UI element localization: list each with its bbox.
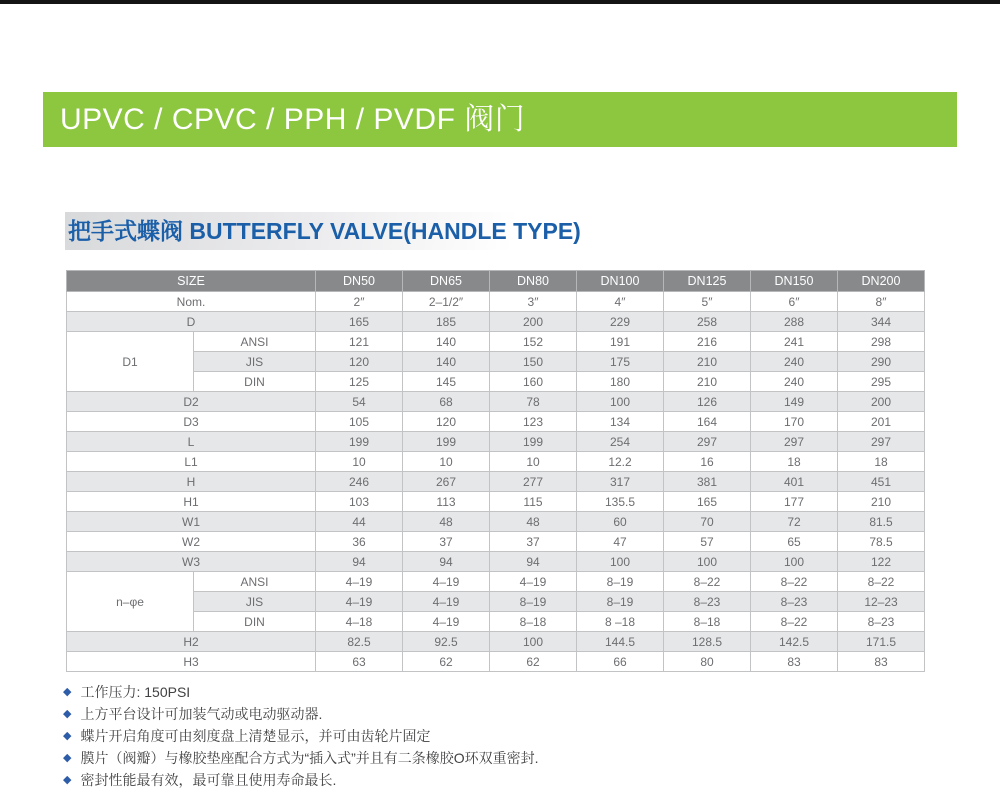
value-cell: 113 — [403, 492, 490, 512]
value-cell: 144.5 — [577, 632, 664, 652]
value-cell: 4–19 — [403, 572, 490, 592]
value-cell: 200 — [490, 312, 577, 332]
value-cell: 171.5 — [838, 632, 925, 652]
note-text: 工作压力: 150PSI — [80, 684, 191, 700]
value-cell: 68 — [403, 392, 490, 412]
value-cell: 103 — [316, 492, 403, 512]
value-cell: 4–19 — [316, 572, 403, 592]
value-cell: 135.5 — [577, 492, 664, 512]
dn-header-cell: DN80 — [490, 271, 577, 292]
dn-header-cell: DN50 — [316, 271, 403, 292]
value-cell: 126 — [664, 392, 751, 412]
table-row — [67, 392, 925, 412]
value-cell: 83 — [838, 652, 925, 672]
table-row — [67, 532, 925, 552]
value-cell: 78 — [490, 392, 577, 412]
table-row — [67, 632, 925, 652]
value-cell: 36 — [316, 532, 403, 552]
value-cell: 254 — [577, 432, 664, 452]
value-cell: 288 — [751, 312, 838, 332]
value-cell: 62 — [490, 652, 577, 672]
value-cell: 54 — [316, 392, 403, 412]
value-cell: 267 — [403, 472, 490, 492]
value-cell: 8–23 — [664, 592, 751, 612]
value-cell: 100 — [577, 552, 664, 572]
value-cell: 125 — [316, 372, 403, 392]
value-cell: 142.5 — [751, 632, 838, 652]
row-label-cell: W3 — [67, 552, 316, 572]
table-row — [67, 292, 925, 312]
value-cell: 120 — [403, 412, 490, 432]
value-cell: 65 — [751, 532, 838, 552]
table-row — [67, 312, 925, 332]
value-cell: 8–18 — [664, 612, 751, 632]
value-cell: 199 — [403, 432, 490, 452]
standard-label-cell: ANSI — [194, 572, 316, 592]
value-cell: 298 — [838, 332, 925, 352]
table-row — [67, 592, 925, 612]
value-cell: 48 — [403, 512, 490, 532]
value-cell: 164 — [664, 412, 751, 432]
dn-header-cell: DN200 — [838, 271, 925, 292]
value-cell: 37 — [490, 532, 577, 552]
standard-label-cell: DIN — [194, 372, 316, 392]
value-cell: 240 — [751, 372, 838, 392]
value-cell: 10 — [490, 452, 577, 472]
diamond-bullet-icon: ◆ — [63, 708, 72, 720]
row-label-cell: L — [67, 432, 316, 452]
value-cell: 8–19 — [490, 592, 577, 612]
dn-header-cell: DN125 — [664, 271, 751, 292]
value-cell: 180 — [577, 372, 664, 392]
value-cell: 10 — [316, 452, 403, 472]
value-cell: 297 — [751, 432, 838, 452]
size-header-cell: SIZE — [67, 271, 316, 292]
value-cell: 8 –18 — [577, 612, 664, 632]
notes-list — [63, 684, 963, 794]
table-row — [67, 492, 925, 512]
dn-header-cell: DN100 — [577, 271, 664, 292]
value-cell: 44 — [316, 512, 403, 532]
value-cell: 4–19 — [490, 572, 577, 592]
value-cell: 121 — [316, 332, 403, 352]
section-title-text: 把手式蝶阀 BUTTERFLY VALVE(HANDLE TYPE) — [68, 218, 581, 244]
value-cell: 12.2 — [577, 452, 664, 472]
value-cell: 94 — [490, 552, 577, 572]
value-cell: 18 — [838, 452, 925, 472]
value-cell: 94 — [316, 552, 403, 572]
group-label-cell: n–φe — [67, 572, 194, 632]
value-cell: 297 — [838, 432, 925, 452]
category-banner — [43, 92, 957, 147]
value-cell: 170 — [751, 412, 838, 432]
value-cell: 3″ — [490, 292, 577, 312]
value-cell: 47 — [577, 532, 664, 552]
value-cell: 128.5 — [664, 632, 751, 652]
value-cell: 16 — [664, 452, 751, 472]
note-item — [63, 750, 963, 767]
value-cell: 100 — [577, 392, 664, 412]
note-text: 膜片（阀瓣）与橡胶垫座配合方式为“插入式”并且有二条橡胶O环双重密封. — [80, 750, 539, 766]
table-row — [67, 572, 925, 592]
row-label-cell: D3 — [67, 412, 316, 432]
value-cell: 149 — [751, 392, 838, 412]
value-cell: 381 — [664, 472, 751, 492]
value-cell: 100 — [490, 632, 577, 652]
table-row — [67, 412, 925, 432]
value-cell: 229 — [577, 312, 664, 332]
value-cell: 4–19 — [403, 592, 490, 612]
value-cell: 317 — [577, 472, 664, 492]
value-cell: 177 — [751, 492, 838, 512]
value-cell: 175 — [577, 352, 664, 372]
value-cell: 4–18 — [316, 612, 403, 632]
value-cell: 8–23 — [838, 612, 925, 632]
value-cell: 6″ — [751, 292, 838, 312]
value-cell: 123 — [490, 412, 577, 432]
value-cell: 105 — [316, 412, 403, 432]
value-cell: 83 — [751, 652, 838, 672]
value-cell: 210 — [664, 372, 751, 392]
diamond-bullet-icon: ◆ — [63, 730, 72, 742]
value-cell: 199 — [490, 432, 577, 452]
value-cell: 8–22 — [751, 572, 838, 592]
standard-label-cell: ANSI — [194, 332, 316, 352]
row-label-cell: H3 — [67, 652, 316, 672]
value-cell: 8″ — [838, 292, 925, 312]
value-cell: 295 — [838, 372, 925, 392]
value-cell: 210 — [838, 492, 925, 512]
table-row — [67, 472, 925, 492]
table-row — [67, 372, 925, 392]
value-cell: 150 — [490, 352, 577, 372]
value-cell: 115 — [490, 492, 577, 512]
value-cell: 12–23 — [838, 592, 925, 612]
value-cell: 145 — [403, 372, 490, 392]
spec-table-body — [67, 292, 925, 672]
row-label-cell: D — [67, 312, 316, 332]
dn-header-cell: DN150 — [751, 271, 838, 292]
value-cell: 10 — [403, 452, 490, 472]
value-cell: 152 — [490, 332, 577, 352]
value-cell: 2″ — [316, 292, 403, 312]
header-row — [67, 271, 925, 292]
spec-table-header — [67, 271, 925, 292]
value-cell: 199 — [316, 432, 403, 452]
value-cell: 8–18 — [490, 612, 577, 632]
row-label-cell: H2 — [67, 632, 316, 652]
value-cell: 134 — [577, 412, 664, 432]
note-item — [63, 772, 963, 789]
value-cell: 122 — [838, 552, 925, 572]
value-cell: 344 — [838, 312, 925, 332]
row-label-cell: L1 — [67, 452, 316, 472]
value-cell: 8–23 — [751, 592, 838, 612]
dn-header-cell: DN65 — [403, 271, 490, 292]
value-cell: 100 — [751, 552, 838, 572]
value-cell: 48 — [490, 512, 577, 532]
value-cell: 100 — [664, 552, 751, 572]
value-cell: 241 — [751, 332, 838, 352]
value-cell: 165 — [664, 492, 751, 512]
row-label-cell: H1 — [67, 492, 316, 512]
value-cell: 82.5 — [316, 632, 403, 652]
value-cell: 401 — [751, 472, 838, 492]
value-cell: 63 — [316, 652, 403, 672]
value-cell: 8–22 — [838, 572, 925, 592]
row-label-cell: Nom. — [67, 292, 316, 312]
value-cell: 80 — [664, 652, 751, 672]
value-cell: 185 — [403, 312, 490, 332]
table-row — [67, 352, 925, 372]
value-cell: 78.5 — [838, 532, 925, 552]
value-cell: 165 — [316, 312, 403, 332]
value-cell: 60 — [577, 512, 664, 532]
note-item — [63, 728, 963, 745]
top-border-bar — [0, 0, 1000, 4]
value-cell: 2–1/2″ — [403, 292, 490, 312]
value-cell: 57 — [664, 532, 751, 552]
note-text: 上方平台设计可加装气动或电动驱动器. — [80, 706, 323, 722]
value-cell: 70 — [664, 512, 751, 532]
table-row — [67, 552, 925, 572]
value-cell: 120 — [316, 352, 403, 372]
value-cell: 191 — [577, 332, 664, 352]
value-cell: 200 — [838, 392, 925, 412]
table-row — [67, 652, 925, 672]
value-cell: 62 — [403, 652, 490, 672]
diamond-bullet-icon: ◆ — [63, 686, 72, 698]
value-cell: 8–22 — [664, 572, 751, 592]
spec-table — [66, 270, 925, 672]
value-cell: 210 — [664, 352, 751, 372]
value-cell: 277 — [490, 472, 577, 492]
table-row — [67, 512, 925, 532]
diamond-bullet-icon: ◆ — [63, 752, 72, 764]
value-cell: 18 — [751, 452, 838, 472]
value-cell: 8–19 — [577, 592, 664, 612]
value-cell: 4–19 — [403, 612, 490, 632]
group-label-cell: D1 — [67, 332, 194, 392]
value-cell: 92.5 — [403, 632, 490, 652]
value-cell: 160 — [490, 372, 577, 392]
standard-label-cell: DIN — [194, 612, 316, 632]
value-cell: 290 — [838, 352, 925, 372]
value-cell: 216 — [664, 332, 751, 352]
table-row — [67, 452, 925, 472]
value-cell: 94 — [403, 552, 490, 572]
note-item — [63, 706, 963, 723]
value-cell: 140 — [403, 332, 490, 352]
value-cell: 240 — [751, 352, 838, 372]
value-cell: 297 — [664, 432, 751, 452]
value-cell: 37 — [403, 532, 490, 552]
value-cell: 4–19 — [316, 592, 403, 612]
table-row — [67, 612, 925, 632]
standard-label-cell: JIS — [194, 352, 316, 372]
category-banner-title: UPVC / CPVC / PPH / PVDF 阀门 — [60, 103, 526, 136]
value-cell: 66 — [577, 652, 664, 672]
value-cell: 246 — [316, 472, 403, 492]
row-label-cell: D2 — [67, 392, 316, 412]
value-cell: 258 — [664, 312, 751, 332]
value-cell: 451 — [838, 472, 925, 492]
note-item — [63, 684, 963, 701]
note-text: 密封性能最有效，最可靠且使用寿命最长. — [80, 772, 337, 788]
value-cell: 4″ — [577, 292, 664, 312]
value-cell: 201 — [838, 412, 925, 432]
section-title — [65, 212, 625, 250]
value-cell: 81.5 — [838, 512, 925, 532]
row-label-cell: W1 — [67, 512, 316, 532]
value-cell: 72 — [751, 512, 838, 532]
value-cell: 5″ — [664, 292, 751, 312]
note-text: 蝶片开启角度可由刻度盘上清楚显示，并可由齿轮片固定 — [80, 728, 431, 744]
standard-label-cell: JIS — [194, 592, 316, 612]
table-row — [67, 332, 925, 352]
row-label-cell: H — [67, 472, 316, 492]
row-label-cell: W2 — [67, 532, 316, 552]
table-row — [67, 432, 925, 452]
value-cell: 8–19 — [577, 572, 664, 592]
diamond-bullet-icon: ◆ — [63, 774, 72, 786]
value-cell: 140 — [403, 352, 490, 372]
value-cell: 8–22 — [751, 612, 838, 632]
